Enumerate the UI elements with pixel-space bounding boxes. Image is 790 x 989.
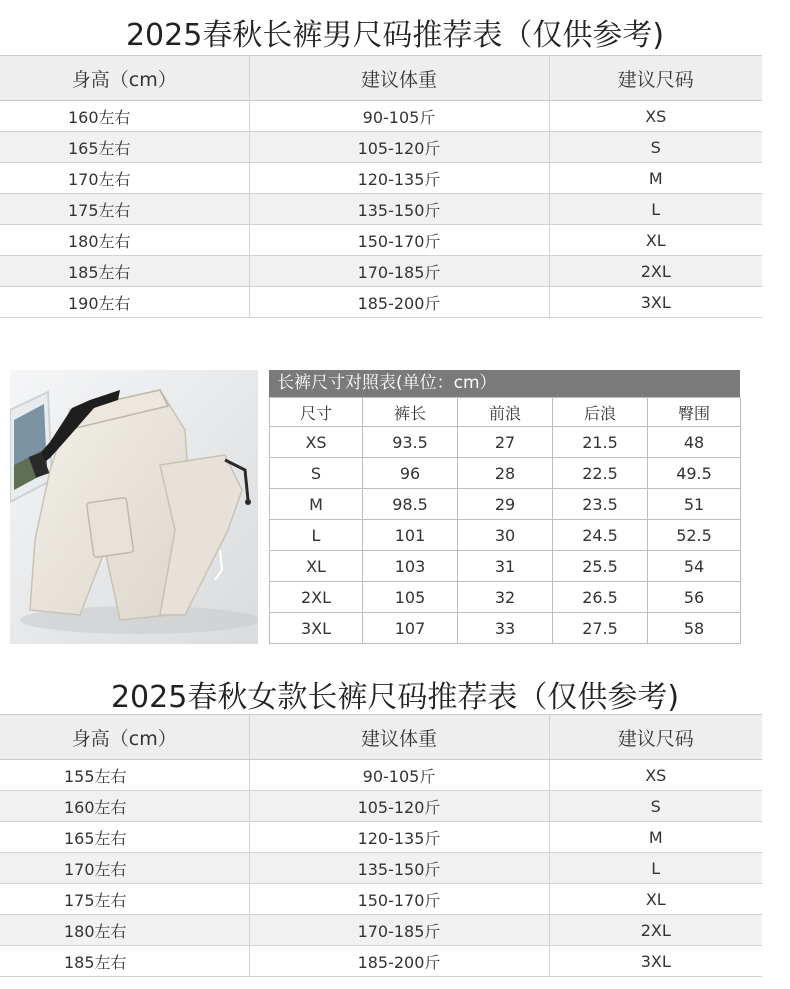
- table-row: [270, 613, 741, 644]
- size-cell: XS: [270, 427, 363, 458]
- length-cell: 105: [363, 582, 458, 613]
- back-rise-cell: 22.5: [553, 458, 648, 489]
- front-rise-cell: 28: [458, 458, 553, 489]
- size-cell: S: [549, 791, 762, 822]
- weight-cell: 105-120斤: [249, 791, 549, 822]
- table-row: [0, 791, 762, 822]
- height-cell: 165左右: [0, 822, 249, 853]
- hip-cell: 49.5: [648, 458, 741, 489]
- weight-cell: 90-105斤: [249, 760, 549, 791]
- height-cell: 190左右: [0, 287, 249, 318]
- height-cell: 175左右: [0, 194, 249, 225]
- size-cell: XS: [549, 760, 762, 791]
- size-cell: 3XL: [549, 287, 762, 318]
- height-cell: 180左右: [0, 225, 249, 256]
- table-row: [0, 853, 762, 884]
- table-row: [270, 427, 741, 458]
- weight-cell: 170-185斤: [249, 256, 549, 287]
- back-rise-cell: 21.5: [553, 427, 648, 458]
- cargo-pants-image: [10, 370, 258, 644]
- table-row: [270, 520, 741, 551]
- table-row: [0, 822, 762, 853]
- size-cell: L: [270, 520, 363, 551]
- table-row: [0, 287, 762, 318]
- height-cell: 185左右: [0, 946, 249, 977]
- size-cell: 3XL: [549, 946, 762, 977]
- front-rise-cell: 31: [458, 551, 553, 582]
- size-table-caption: 长裤尺寸对照表(单位：cm）: [269, 370, 740, 397]
- height-cell: 160左右: [0, 101, 249, 132]
- height-cell: 170左右: [0, 853, 249, 884]
- column-header-size: 建议尺码: [549, 715, 762, 760]
- pants-size-comparison: [269, 370, 740, 644]
- table-row: [0, 256, 762, 287]
- column-header-size: 尺寸: [270, 398, 363, 427]
- table-row: [0, 132, 762, 163]
- weight-cell: 90-105斤: [249, 101, 549, 132]
- height-cell: 155左右: [0, 760, 249, 791]
- hip-cell: 54: [648, 551, 741, 582]
- table-row: [0, 884, 762, 915]
- size-cell: M: [270, 489, 363, 520]
- length-cell: 103: [363, 551, 458, 582]
- table-row: [270, 489, 741, 520]
- weight-cell: 150-170斤: [249, 225, 549, 256]
- weight-cell: 170-185斤: [249, 915, 549, 946]
- column-header-hip: 臀围: [648, 398, 741, 427]
- size-cell: L: [549, 194, 762, 225]
- weight-cell: 135-150斤: [249, 194, 549, 225]
- column-header-height: 身高（cm）: [0, 715, 249, 760]
- size-cell: S: [270, 458, 363, 489]
- size-cell: 2XL: [549, 915, 762, 946]
- height-cell: 180左右: [0, 915, 249, 946]
- hip-cell: 58: [648, 613, 741, 644]
- size-cell: S: [549, 132, 762, 163]
- length-cell: 101: [363, 520, 458, 551]
- table-header-row: [0, 56, 762, 101]
- hip-cell: 48: [648, 427, 741, 458]
- weight-cell: 185-200斤: [249, 287, 549, 318]
- product-photo: [10, 370, 258, 644]
- size-cell: 2XL: [270, 582, 363, 613]
- table-row: [0, 946, 762, 977]
- weight-cell: 120-135斤: [249, 822, 549, 853]
- column-header-length: 裤长: [363, 398, 458, 427]
- men-size-recommendation-table: [0, 55, 762, 318]
- length-cell: 98.5: [363, 489, 458, 520]
- height-cell: 160左右: [0, 791, 249, 822]
- height-cell: 185左右: [0, 256, 249, 287]
- women-size-recommendation-table: [0, 714, 762, 977]
- column-header-height: 身高（cm）: [0, 56, 249, 101]
- table-row: [270, 551, 741, 582]
- table-header-row: [0, 715, 762, 760]
- size-cell: XL: [270, 551, 363, 582]
- weight-cell: 105-120斤: [249, 132, 549, 163]
- length-cell: 93.5: [363, 427, 458, 458]
- back-rise-cell: 23.5: [553, 489, 648, 520]
- table-row: [0, 915, 762, 946]
- back-rise-cell: 25.5: [553, 551, 648, 582]
- column-header-front-rise: 前浪: [458, 398, 553, 427]
- men-size-chart-title: 2025春秋长裤男尺码推荐表（仅供参考): [125, 18, 665, 53]
- column-header-weight: 建议体重: [249, 715, 549, 760]
- size-cell: M: [549, 163, 762, 194]
- table-row: [270, 458, 741, 489]
- table-row: [270, 582, 741, 613]
- back-rise-cell: 27.5: [553, 613, 648, 644]
- length-cell: 96: [363, 458, 458, 489]
- size-cell: L: [549, 853, 762, 884]
- column-header-weight: 建议体重: [249, 56, 549, 101]
- hip-cell: 52.5: [648, 520, 741, 551]
- weight-cell: 135-150斤: [249, 853, 549, 884]
- size-cell: XL: [549, 884, 762, 915]
- table-row: [0, 194, 762, 225]
- table-row: [0, 101, 762, 132]
- size-cell: M: [549, 822, 762, 853]
- women-size-chart-title: 2025春秋女款长裤尺码推荐表（仅供参考): [110, 680, 680, 715]
- front-rise-cell: 27: [458, 427, 553, 458]
- height-cell: 165左右: [0, 132, 249, 163]
- height-cell: 175左右: [0, 884, 249, 915]
- front-rise-cell: 30: [458, 520, 553, 551]
- back-rise-cell: 26.5: [553, 582, 648, 613]
- front-rise-cell: 32: [458, 582, 553, 613]
- size-cell: XS: [549, 101, 762, 132]
- size-cell: 2XL: [549, 256, 762, 287]
- height-cell: 170左右: [0, 163, 249, 194]
- pants-size-table: [269, 397, 741, 644]
- column-header-back-rise: 后浪: [553, 398, 648, 427]
- size-cell: XL: [549, 225, 762, 256]
- front-rise-cell: 33: [458, 613, 553, 644]
- weight-cell: 185-200斤: [249, 946, 549, 977]
- table-row: [0, 760, 762, 791]
- hip-cell: 51: [648, 489, 741, 520]
- back-rise-cell: 24.5: [553, 520, 648, 551]
- length-cell: 107: [363, 613, 458, 644]
- column-header-size: 建议尺码: [549, 56, 762, 101]
- front-rise-cell: 29: [458, 489, 553, 520]
- table-row: [0, 163, 762, 194]
- size-cell: 3XL: [270, 613, 363, 644]
- table-row: [0, 225, 762, 256]
- hip-cell: 56: [648, 582, 741, 613]
- weight-cell: 150-170斤: [249, 884, 549, 915]
- table-header-row: [270, 398, 741, 427]
- weight-cell: 120-135斤: [249, 163, 549, 194]
